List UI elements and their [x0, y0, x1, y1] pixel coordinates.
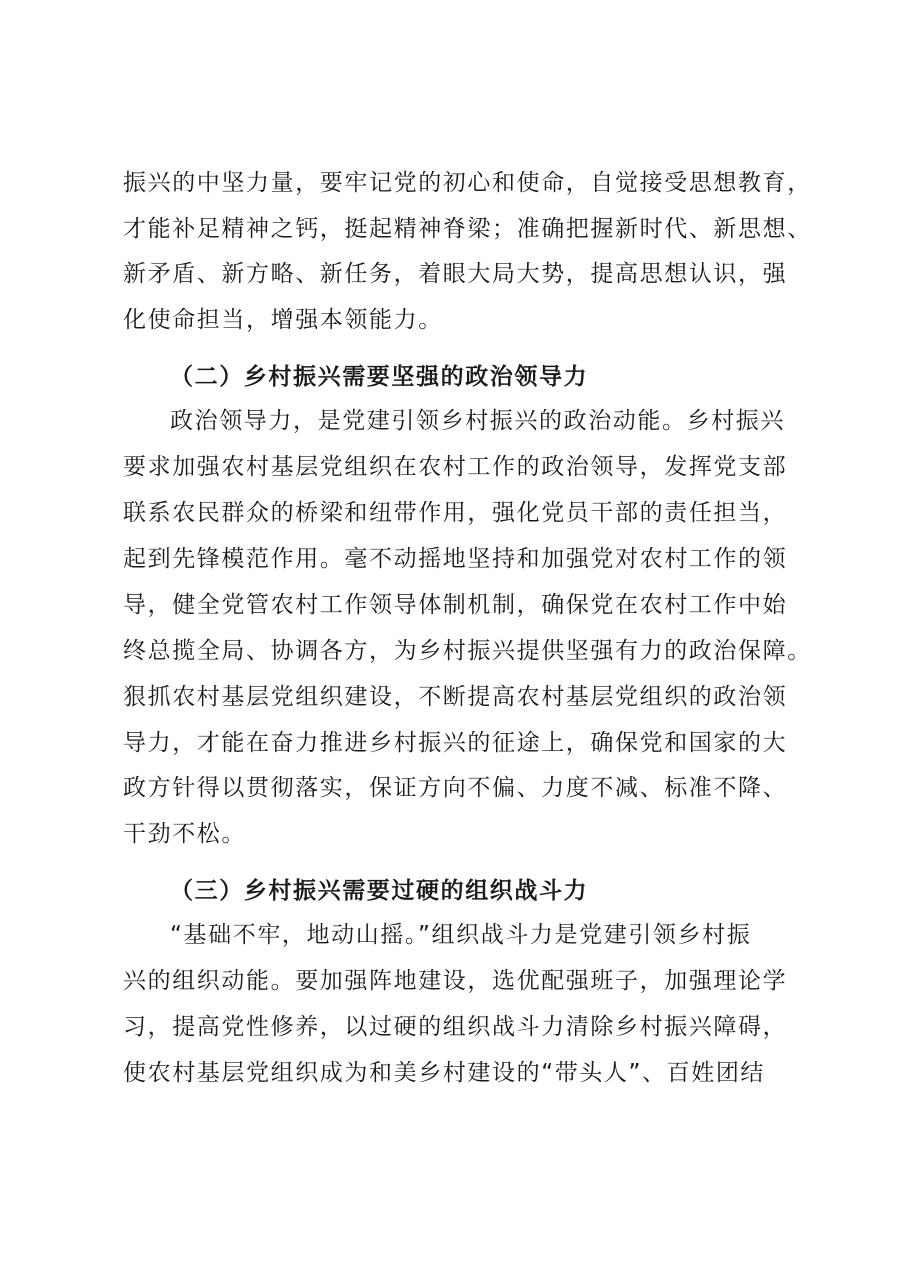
paragraph-line: 振兴的中坚力量，要牢记党的初心和使命，自觉接受思想教育， [123, 170, 812, 196]
paragraph-line: “基础不牢，地动山摇。”组织战斗力是党建引领乡村振 [170, 922, 752, 948]
paragraph-line: 才能补足精神之钙，挺起精神脊梁；准确把握新时代、新思想、 [123, 216, 812, 242]
paragraph-line: 导，健全党管农村工作领导体制机制，确保党在农村工作中始 [123, 592, 788, 618]
paragraph-line: 要求加强农村基层党组织在农村工作的政治领导，发挥党支部 [123, 454, 788, 480]
paragraph-line: 狠抓农村基层党组织建设，不断提高农村基层党组织的政治领 [123, 684, 788, 710]
paragraph-line: 新矛盾、新方略、新任务，着眼大局大势，提高思想认识，强 [123, 261, 788, 287]
paragraph-line: 导力，才能在奋力推进乡村振兴的征途上，确保党和国家的大 [123, 730, 788, 756]
paragraph-line: 兴的组织动能。要加强阵地建设，选优配强班子，加强理论学 [123, 968, 788, 994]
paragraph-line: 终总揽全局、协调各方，为乡村振兴提供坚强有力的政治保障。 [123, 638, 812, 664]
paragraph-line: 起到先锋模范作用。毫不动摇地坚持和加强党对农村工作的领 [123, 546, 788, 572]
paragraph-line: 干劲不松。 [123, 821, 246, 847]
paragraph-line: 政方针得以贯彻落实，保证方向不偏、力度不减、标准不降、 [123, 775, 788, 801]
paragraph-line: 政治领导力，是党建引领乡村振兴的政治动能。乡村振兴 [170, 408, 785, 434]
paragraph-line: 化使命担当，增强本领能力。 [123, 307, 443, 333]
section-heading: （三）乡村振兴需要过硬的组织战斗力 [170, 878, 589, 904]
section-heading: （二）乡村振兴需要坚强的政治领导力 [170, 364, 589, 390]
paragraph-line: 习，提高党性修养，以过硬的组织战斗力清除乡村振兴障碍， [123, 1014, 788, 1040]
paragraph-line: 使农村基层党组织成为和美乡村建设的“带头人”、百姓团结 [123, 1060, 766, 1086]
paragraph-line: 联系农民群众的桥梁和纽带作用，强化党员干部的责任担当， [123, 500, 788, 526]
